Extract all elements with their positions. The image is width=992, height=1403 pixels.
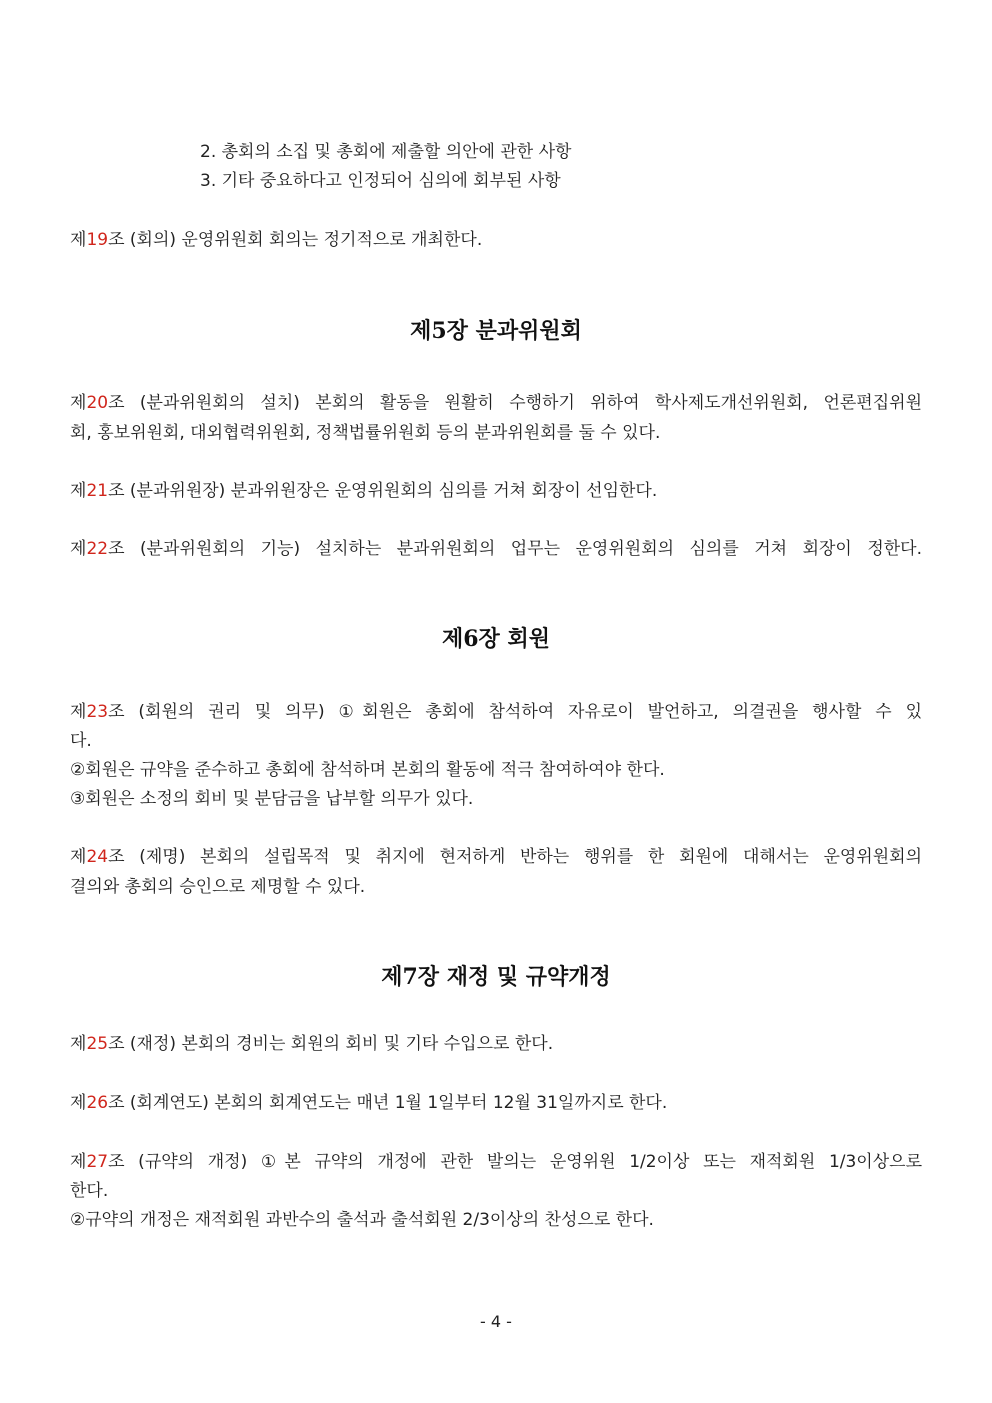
article-prefix: 제 [70,1034,87,1054]
article-text: (분과위원회의 기능) 설치하는 분과위원회의 업무는 운영위원회의 심의를 거쳐 회장이 정한다. [124,539,922,559]
article-prefix: 제 [70,702,87,722]
article-text: (분과위원장) 분과위원장은 운영위원회의 심의를 거쳐 회장이 선임한다. [124,481,658,501]
article-number: 19 [86,230,109,250]
page-number: - 4 - [480,1312,512,1331]
article-22 [70,534,922,564]
article-suffix: 조 [108,230,125,250]
article-24-cont: 결의와 총회의 승인으로 제명할 수 있다. [70,877,366,897]
article-suffix: 조 [108,1093,125,1113]
article-suffix: 조 [108,1152,125,1172]
article-text: (규약의 개정) ①본 규약의 개정에 관한 발의는 운영위원 1/2이상 또는 재적회원 1/3이상으로 [124,1152,922,1172]
article-20 [70,388,922,418]
article-number: 27 [86,1152,109,1172]
article-suffix: 조 [108,393,125,413]
article-24 [70,842,922,872]
article-prefix: 제 [70,1093,87,1113]
chapter-7-heading: 제7장 재정 및 규약개정 [381,964,611,990]
article-25 [70,1029,922,1059]
article-prefix: 제 [70,393,87,413]
article-prefix: 제 [70,847,87,867]
article-27-clause-2: ②규약의 개정은 재적회원 과반수의 출석과 출석회원 2/3이상의 찬성으로 한다. [70,1210,654,1230]
chapter-5-heading: 제5장 분과위원회 [410,318,582,344]
article-prefix: 제 [70,1152,87,1172]
article-27 [70,1147,922,1177]
list-item: 2. 총회의 소집 및 총회에 제출할 의안에 관한 사항 [200,142,572,162]
chapter-6-heading: 제6장 회원 [442,626,550,652]
article-23-cont: 다. [70,731,92,751]
article-number: 25 [86,1034,109,1054]
article-number: 23 [86,702,109,722]
article-23-clause-2: ②회원은 규약을 준수하고 총회에 참석하며 본회의 활동에 적극 참여하여야 한다. [70,760,665,780]
article-prefix: 제 [70,481,87,501]
article-text: (회의) 운영위원회 회의는 정기적으로 개최한다. [124,230,483,250]
article-text: (회원의 권리 및 의무) ①회원은 총회에 참석하여 자유로이 발언하고, 의결권을 행사할 수 있 [124,702,922,722]
article-number: 21 [86,481,109,501]
article-number: 20 [86,393,109,413]
article-suffix: 조 [108,847,125,867]
article-21 [70,476,922,506]
article-prefix: 제 [70,230,87,250]
article-suffix: 조 [108,539,125,559]
article-text: (회계연도) 본회의 회계연도는 매년 1월 1일부터 12월 31일까지로 한다. [124,1093,668,1113]
article-prefix: 제 [70,539,87,559]
article-number: 24 [86,847,109,867]
article-27-cont: 한다. [70,1181,109,1201]
article-number: 26 [86,1093,109,1113]
article-19 [70,225,922,255]
article-23-clause-3: ③회원은 소정의 회비 및 분담금을 납부할 의무가 있다. [70,789,474,809]
list-item: 3. 기타 중요하다고 인정되어 심의에 회부된 사항 [200,171,561,191]
article-suffix: 조 [108,1034,125,1054]
article-text: (분과위원회의 설치) 본회의 활동을 원활히 수행하기 위하여 학사제도개선위원회, 언론편집위원 [124,393,922,413]
article-number: 22 [86,539,109,559]
article-23 [70,697,922,727]
article-suffix: 조 [108,481,125,501]
article-26 [70,1088,922,1118]
article-text: (제명) 본회의 설립목적 및 취지에 현저하게 반하는 행위를 한 회원에 대해서는 운영위원회의 [124,847,922,867]
article-text: (재정) 본회의 경비는 회원의 회비 및 기타 수입으로 한다. [124,1034,554,1054]
article-suffix: 조 [108,702,125,722]
article-20-cont: 회, 홍보위원회, 대외협력위원회, 정책법률위원회 등의 분과위원회를 둘 수 있다. [70,423,661,443]
